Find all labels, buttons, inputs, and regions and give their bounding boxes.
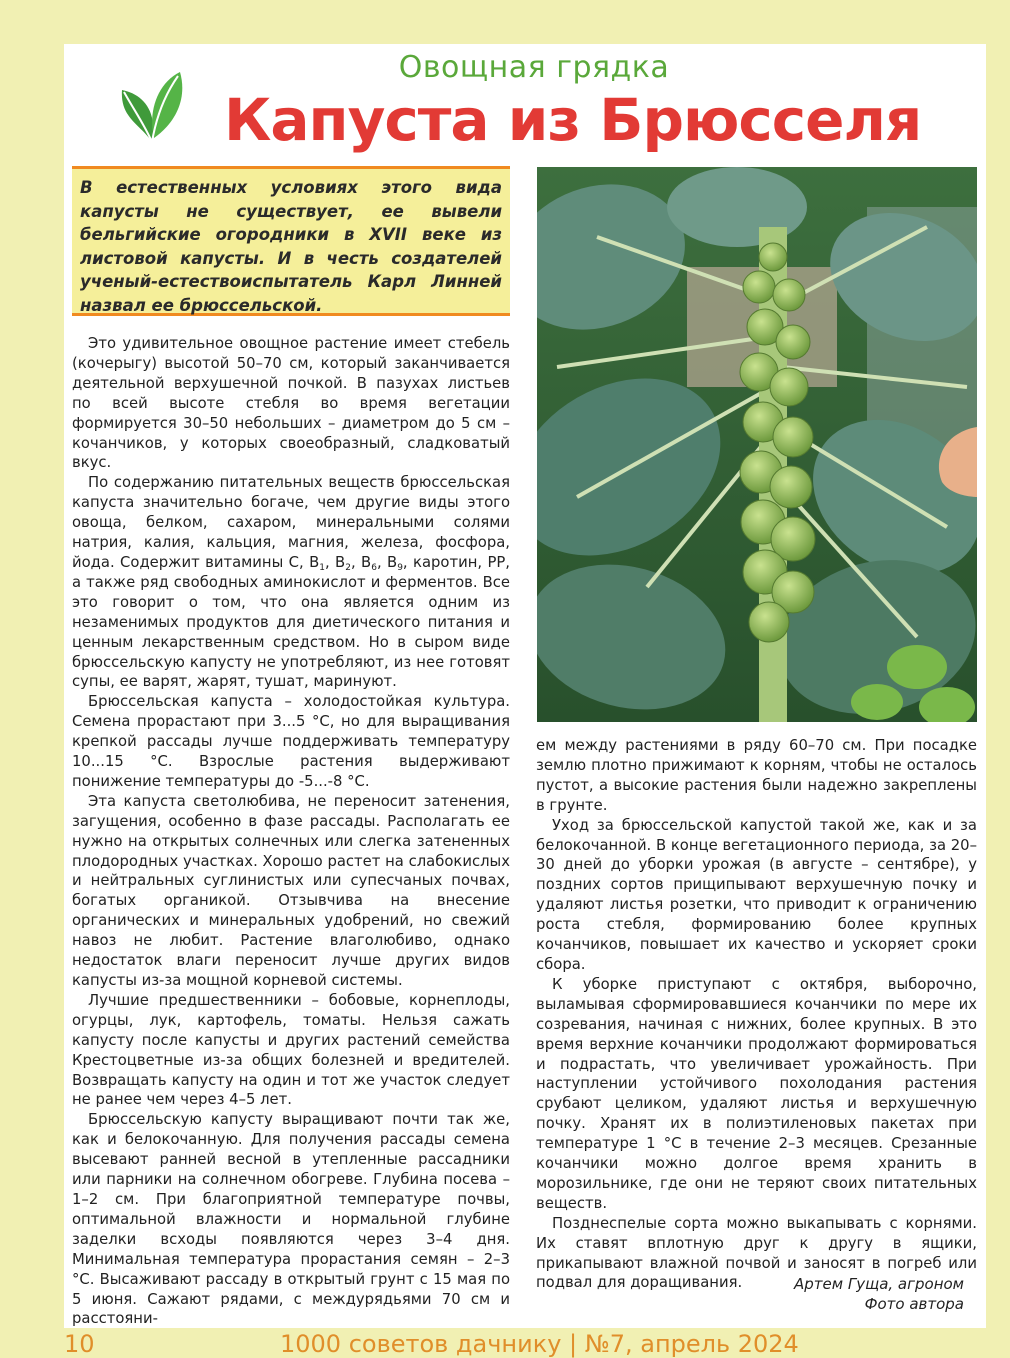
subscript: 1 bbox=[319, 562, 325, 573]
paragraph-vitamins bbox=[72, 473, 510, 692]
page-number: 10 bbox=[64, 1330, 95, 1358]
byline bbox=[704, 1274, 964, 1314]
paragraph: Уход за брюссельской капустой такой же, как и за белокочанной. В конце вегетационного периода, за 20–30 дней до уборки урожая (в августе – сентябре), у поздних сортов прищипывают верхушечную почку и удаляют листья розетки, что приводит к ограничению роста стебля, формированию более крупных кочанчиков, повышает их качество и ускоряет сроки сбора. bbox=[536, 816, 977, 973]
paragraph: Это удивительное овощное растение имеет стебель (кочерыгу) высотой 50–70 см, который заканчивается деятельной верхушечной почкой. В пазухах листьев по всей высоте стебля во время вегетации формируется 30–50 небольших – диаметром до 5 см – кочанчиков, у которых своеобразный, сладковатый вкус. bbox=[72, 335, 510, 472]
author-name: Артем Гуща, агроном bbox=[794, 1275, 964, 1293]
paragraph: Брюссельская капуста – холодостойкая культура. Семена прорастают при 3...5 °С, но для выращивания крепкой рассады лучше поддерживать температуру 10...15 °С. Взрослые растения выдерживают понижение температуры до -5...-8 °С. bbox=[72, 693, 510, 790]
paragraph: Лучшие предшественники – бобовые, корнеплоды, огурцы, лук, картофель, томаты. Нельзя сажать капусту после капусты и других растений семейства Крестоцветные из-за общих болезней и вредителей. Возвращать капусту на один и тот же участок следует не ранее чем через 4–5 лет. bbox=[72, 991, 510, 1109]
left-column-text bbox=[72, 334, 510, 1329]
paragraph: Брюссельскую капусту выращивают почти так же, как и белокочанную. Для получения рассады семена высевают ранней весной в утепленные рассадники или парники на солнечном обогреве. Глубина посева – 1–2 см. При благоприятной температуре почвы, оптимальной влажности и нормальной глубине заделки всходы появляются через 3–4 дня. Минимальная температура прорастания семян – 2–3 °С. Высаживают рассаду в открытый грунт с 15 мая по 5 июня. Сажают рядами, с междурядьями 70 см и расстояни- bbox=[72, 1111, 510, 1328]
magazine-page bbox=[64, 44, 986, 1328]
text-run: , В bbox=[350, 553, 372, 571]
section-rubric: Овощная грядка bbox=[398, 50, 670, 85]
paragraph: К уборке приступают с октября, выборочно, выламывая сформировавшиеся кочанчики по мере их созревания, начиная с нижних, более крупных. В это время верхние кочанчики продолжают формироваться и подрастать, что увеличивает урожайность. При наступлении устойчивого похолодания растения срубают целиком, удаляют листья и верхушечную почку. Хранят их в полиэтиленовых пакетах при температуре 1 °С в течение 2–3 месяцев. Срезанные кочанчики можно долгое время хранить в морозильнике, где они не теряют своих питательных веществ. bbox=[536, 975, 977, 1212]
paragraph: Эта капуста светолюбива, не переносит затенения, загущения, особенно в фазе рассады. Располагать ее нужно на открытых солнечных или слегка затененных плодородных участках. Хорошо растет на слабокислых и нейтральных суглинистых или супесчаных почвах, богатых органикой. Отзывчива на внесение органических и минеральных удобрений, но свежий навоз не любит. Растение влаголюбиво, однако недостаток влаги переносит лучше других видов капусты из-за мощной корневой системы. bbox=[72, 792, 510, 989]
photo-illustration bbox=[537, 167, 977, 722]
article-lead: В естественных условиях этого вида капусты не существует, ее вывели бельгийские огородники в XVII веке из листовой капусты. И в честь создателей ученый-естествоиспытатель Карл Линней назвал ее брюссельской. bbox=[72, 166, 510, 316]
magazine-footer: 1000 советов дачнику | №7, апрель 2024 bbox=[280, 1330, 799, 1358]
article-title: Капуста из Брюсселя bbox=[224, 86, 922, 154]
brussels-sprouts-photo bbox=[537, 167, 977, 722]
subscript: 2 bbox=[345, 562, 351, 573]
text-run: По содержанию питательных веществ брюссельская капуста значительно богаче, чем другие виды этого овоща, белком, сахаром, минеральными солями натрия, калия, кальция, магния, железа, фосфора, йода. Содержит витамины С, В bbox=[72, 474, 510, 571]
right-column-text bbox=[536, 736, 977, 1293]
paragraph: ем между растениями в ряду 60–70 см. При посадке землю плотно прижимают к корням, чтобы не осталось пустот, а высокие растения были надежно закреплены в грунте. bbox=[536, 737, 977, 814]
paragraph: Позднеспелые сорта можно выкапывать с корнями. Их ставят вплотную друг к другу в ящики, прикапывают влажной почвой и заносят в погреб или подвал для доращивания. bbox=[536, 1214, 977, 1292]
leaf-icon bbox=[118, 66, 188, 146]
subscript: 6 bbox=[371, 562, 377, 573]
text-run: , В bbox=[376, 553, 398, 571]
text-run: , каротин, РР, а также ряд свободных аминокислот и ферментов. Все это говорит о том, что она является одним из незаменимых продуктов для диетического питания и ценным лекарственным средством. Но в сыром виде брюссельскую капусту не употребляют, из нее готовят супы, ее варят, жарят, тушат, маринуют. bbox=[72, 553, 511, 691]
subscript: 9 bbox=[397, 562, 403, 573]
photo-credit: Фото автора bbox=[864, 1295, 964, 1313]
text-run: , В bbox=[324, 553, 346, 571]
